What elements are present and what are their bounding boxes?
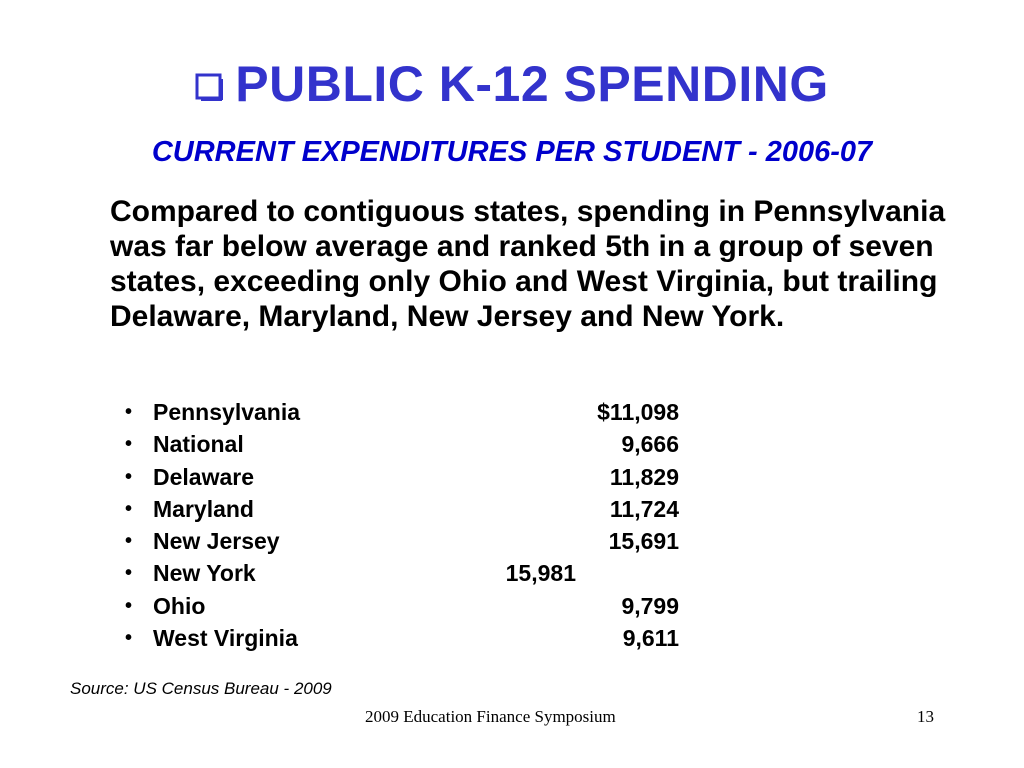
page-number: 13 [917, 707, 934, 726]
state-name: Pennsylvania [153, 399, 301, 425]
list-item [125, 622, 685, 654]
title-row [0, 55, 1024, 113]
checkbox-icon [195, 73, 223, 101]
bullet-icon: • [125, 627, 133, 650]
state-name: New York [153, 560, 256, 587]
spending-list [125, 396, 685, 654]
state-name: National [153, 431, 244, 458]
state-amount: $11,098 [597, 399, 679, 425]
bullet-icon: • [125, 465, 133, 488]
state-name: Maryland [153, 495, 254, 522]
list-item [125, 461, 685, 493]
bullet-icon: • [125, 497, 133, 520]
state-amount: 15,981 [505, 560, 576, 587]
state-name: Ohio [153, 592, 206, 619]
state-amount: 9,611 [622, 625, 679, 652]
footer-text: 2009 Education Finance Symposium [365, 707, 616, 726]
list-item [125, 525, 685, 557]
state-amount: 9,799 [621, 592, 679, 619]
state-amount: 15,691 [608, 528, 679, 555]
slide-title: PUBLIC K-12 SPENDING [235, 56, 829, 112]
source-note: Source: US Census Bureau - 2009 [70, 679, 332, 698]
list-item [125, 396, 685, 428]
list-item [125, 493, 685, 525]
bullet-icon: • [125, 562, 133, 585]
list-item [125, 557, 685, 589]
state-amount: 11,724 [609, 495, 679, 522]
list-item [125, 428, 685, 460]
state-name: New Jersey [153, 528, 280, 555]
state-amount: 11,829 [609, 463, 679, 490]
bullet-icon: • [125, 433, 133, 456]
bullet-icon: • [125, 401, 133, 423]
list-item [125, 590, 685, 622]
state-amount: 9,666 [621, 431, 679, 458]
state-name: Delaware [153, 463, 255, 490]
bullet-icon: • [125, 594, 133, 617]
bullet-icon: • [125, 530, 133, 553]
slide-subtitle: CURRENT EXPENDITURES PER STUDENT - 2006-07 [151, 136, 873, 168]
state-name: West Virginia [153, 625, 298, 652]
intro-paragraph: Compared to contiguous states, spending in Pennsylvania was far below average and ranked 5th in a group of seven states, exceeding only Ohio and West Virginia, but trailing Delaware, Maryland, New Jersey and New York. [110, 195, 946, 333]
